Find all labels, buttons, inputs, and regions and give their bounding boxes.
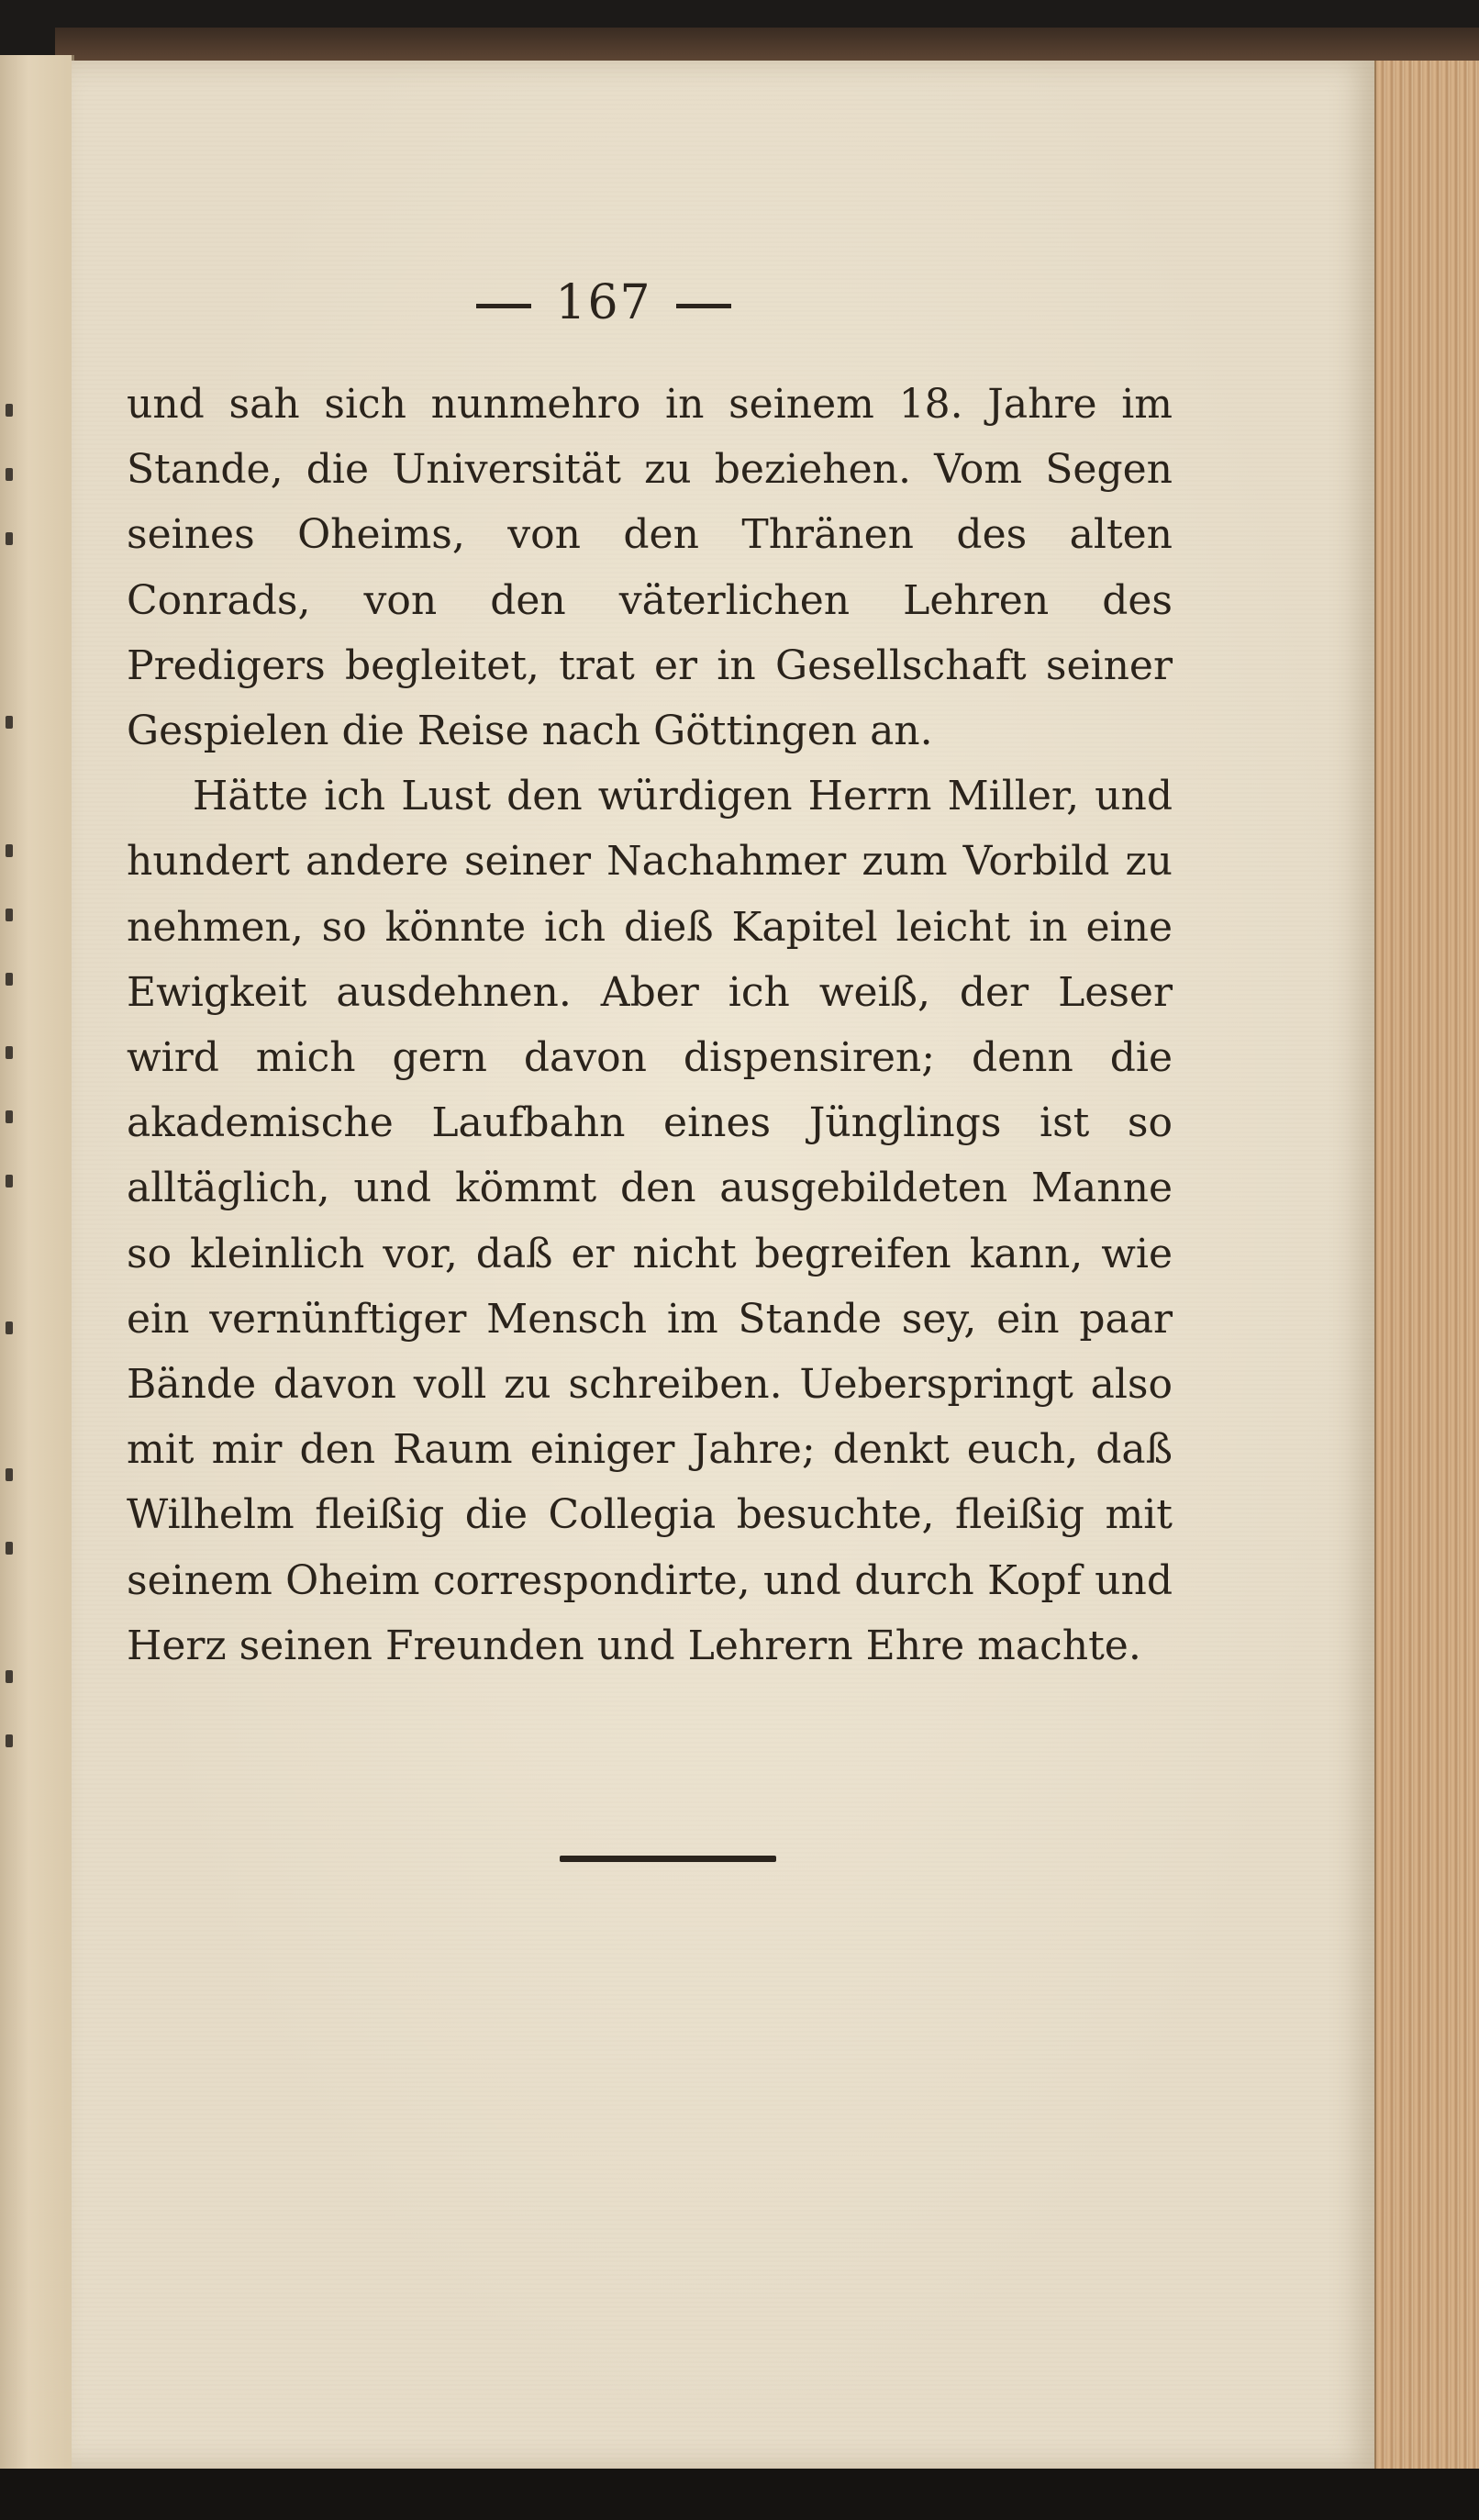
- section-end-rule: [560, 1856, 776, 1862]
- page-block-edges: [1374, 61, 1479, 2469]
- bottom-shadow: [0, 2469, 1479, 2520]
- paragraph-1: und sah sich nunmehro in seinem 18. Jahre im Stande, die Universität zu beziehen. Vom Segen seines Oheims, von den Thränen des alten Conrads, von den väterlichen Lehren des Predigers begleitet, trat er in Gesellschaft seiner Gespielen die Reise nach Göttingen an.: [127, 381, 1173, 755]
- header-dash-left: [476, 304, 531, 308]
- facing-page-edge: [0, 55, 74, 2469]
- paragraph-2: Hätte ich Lust den würdigen Herrn Miller, und hundert andere seiner Nachahmer zum Vorbild zu nehmen, so könnte ich dieß Kapitel leicht in eine Ewigkeit ausdehnen. Aber ich weiß, der Leser wird mich gern davon dispensiren; denn die akademische Laufbahn eines Jünglings ist so alltäglich, und kömmt den ausgebildeten Manne so kleinlich vor, daß er nicht begreifen kann, wie ein vernünftiger Mensch im Stande sey, ein paar Bände davon voll zu schreiben. Ueberspringt also mit mir den Raum einiger Jahre; denkt euch, daß Wilhelm fleißig die Collegia besuchte, fleißig mit seinem Oheim correspondirte, und durch Kopf und Herz seinen Freunden und Lehrern Ehre machte.: [127, 773, 1173, 1669]
- page-number: 167: [555, 275, 652, 330]
- page-header: [72, 275, 1136, 330]
- header-dash-right: [676, 304, 731, 308]
- body-text: [127, 372, 1173, 1678]
